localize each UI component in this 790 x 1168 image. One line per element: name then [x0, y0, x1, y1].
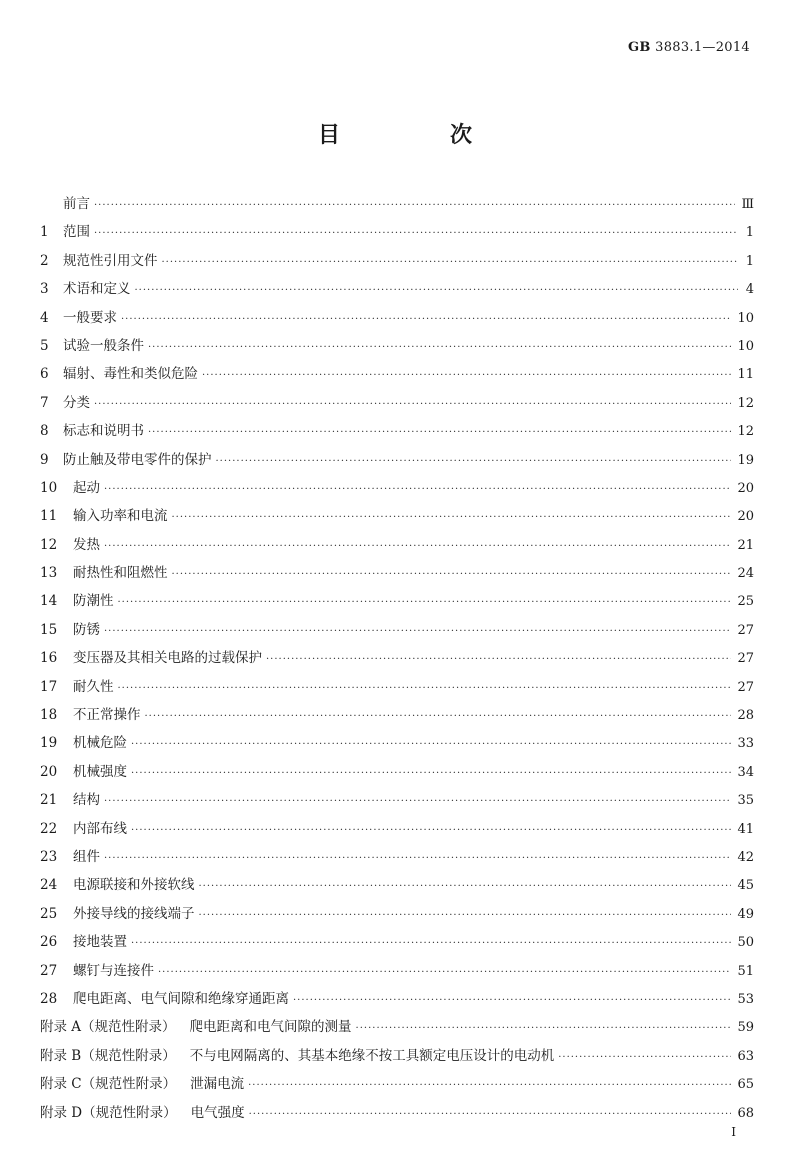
- toc-entry-page: 10: [737, 338, 754, 354]
- toc-entry-label: 机械危险: [73, 735, 127, 752]
- toc-entry-page: 41: [737, 821, 754, 837]
- toc-entry[interactable]: [40, 1099, 754, 1127]
- toc-entry[interactable]: [40, 673, 754, 701]
- toc-entry-page: 45: [737, 878, 754, 894]
- toc-entry-number: 16: [40, 650, 58, 667]
- toc-leader-dots: [104, 618, 731, 646]
- standard-code: [628, 40, 750, 55]
- toc-leader-dots: [104, 476, 731, 504]
- toc-leader-dots: [94, 192, 735, 220]
- toc-entry-page: 68: [737, 1105, 754, 1121]
- toc-leader-dots: [118, 675, 732, 703]
- toc-entry-label: 螺钉与连接件: [73, 962, 154, 979]
- toc-entry-label: 辐射、毒性和类似危险: [63, 366, 198, 383]
- toc-entry-page: 42: [737, 849, 754, 865]
- toc-leader-dots: [131, 817, 731, 845]
- toc-entry-number: 22: [40, 820, 58, 837]
- toc-entry[interactable]: [40, 644, 754, 672]
- toc-entry-page: 20: [737, 480, 754, 496]
- toc-entry-label: 变压器及其相关电路的过载保护: [73, 650, 262, 667]
- toc-entry[interactable]: [40, 559, 754, 587]
- toc-entry[interactable]: [40, 843, 754, 871]
- toc-entry-page: 65: [737, 1077, 754, 1093]
- toc-entry-number: 18: [40, 707, 58, 724]
- toc-entry-page: 50: [737, 935, 754, 951]
- toc-leader-dots: [248, 1072, 731, 1100]
- page-number: I: [731, 1125, 736, 1139]
- toc-entry-number: 13: [40, 565, 58, 582]
- toc-leader-dots: [266, 646, 731, 674]
- toc-entry[interactable]: [40, 871, 754, 899]
- toc-entry[interactable]: [40, 190, 754, 218]
- toc-entry-number: 24: [40, 877, 58, 894]
- toc-entry-number: 12: [40, 536, 58, 553]
- toc-entry-label: 爬电距离、电气间隙和绝缘穿通距离: [73, 990, 289, 1007]
- toc-entry-label: 机械强度: [73, 763, 127, 780]
- toc-entry-number: 26: [40, 934, 58, 951]
- toc-entry-number: 28: [40, 990, 58, 1007]
- toc-entry[interactable]: [40, 900, 754, 928]
- toc-entry-page: 28: [737, 708, 754, 724]
- toc-entry-number: 7: [40, 394, 49, 411]
- toc-entry-page: 21: [737, 537, 754, 553]
- toc-entry-number: 2: [40, 252, 49, 269]
- toc-entry-page: 53: [737, 991, 754, 1007]
- toc-leader-dots: [216, 448, 732, 476]
- toc-entry[interactable]: [40, 389, 754, 417]
- toc-entry-number: 5: [40, 337, 49, 354]
- standard-number: 3883.1—2014: [655, 40, 750, 55]
- toc-entry-number: 附录 B（规范性附录）: [40, 1047, 176, 1064]
- toc-entry-label: 耐热性和阻燃性: [73, 565, 168, 582]
- toc-leader-dots: [94, 220, 738, 248]
- toc-entry-label: 组件: [73, 848, 100, 865]
- toc-entry-page: Ⅲ: [741, 197, 754, 212]
- toc-entry[interactable]: [40, 474, 754, 502]
- toc-entry-label: 不正常操作: [73, 707, 141, 724]
- toc-entry-label: 电气强度: [190, 1104, 245, 1121]
- toc-entry-label: 前言: [63, 196, 90, 212]
- toc-entry-number: 19: [40, 735, 58, 752]
- toc-entry-number: 17: [40, 678, 58, 695]
- toc-entry-label: 规范性引用文件: [63, 252, 158, 269]
- standard-prefix: GB: [627, 40, 651, 55]
- toc-leader-dots: [104, 788, 731, 816]
- toc-entry-label: 耐久性: [73, 678, 114, 695]
- toc-entry-number: 11: [40, 508, 58, 525]
- toc-entry-number: 附录 C（规范性附录）: [40, 1076, 177, 1093]
- toc-entry-number: 25: [40, 905, 58, 922]
- toc-entry-number: 附录 D（规范性附录）: [40, 1104, 177, 1121]
- toc-entry-page: 35: [737, 793, 754, 809]
- toc-entry-label: 发热: [73, 536, 100, 553]
- toc-leader-dots: [162, 249, 739, 277]
- toc-entry-number: 15: [40, 621, 58, 638]
- toc-entry[interactable]: [40, 701, 754, 729]
- toc-entry-label: 外接导线的接线端子: [73, 905, 195, 922]
- toc-entry[interactable]: [40, 587, 754, 615]
- toc-entry[interactable]: [40, 218, 754, 246]
- toc-leader-dots: [558, 1044, 731, 1072]
- toc-entry-label: 防潮性: [73, 593, 114, 610]
- toc-entry[interactable]: [40, 502, 754, 530]
- toc-entry-label: 试验一般条件: [63, 337, 144, 354]
- toc-leader-dots: [104, 533, 731, 561]
- toc-entry-label: 分类: [63, 394, 90, 411]
- toc-leader-dots: [131, 731, 731, 759]
- toc-leader-dots: [118, 589, 732, 617]
- toc-entry-label: 范围: [63, 224, 90, 241]
- toc-leader-dots: [135, 277, 739, 305]
- toc-entry-number: 20: [40, 763, 58, 780]
- toc-entry[interactable]: [40, 531, 754, 559]
- toc-leader-dots: [148, 419, 731, 447]
- toc-leader-dots: [356, 1015, 732, 1043]
- toc-entry-number: 3: [40, 281, 49, 298]
- toc-entry[interactable]: [40, 1042, 754, 1070]
- toc-entry-label: 防锈: [73, 621, 100, 638]
- toc-leader-dots: [172, 504, 732, 532]
- toc-entry-number: 8: [40, 423, 49, 440]
- toc-leader-dots: [131, 930, 731, 958]
- toc-entry-page: 51: [737, 963, 754, 979]
- toc-entry-label: 内部布线: [73, 820, 127, 837]
- toc-leader-dots: [202, 362, 731, 390]
- toc-entry-number: 23: [40, 848, 58, 865]
- toc-entry-page: 19: [737, 452, 754, 468]
- toc-entry[interactable]: [40, 758, 754, 786]
- toc-leader-dots: [249, 1101, 732, 1129]
- page-title: 目 次: [317, 122, 516, 148]
- toc-leader-dots: [199, 902, 732, 930]
- toc-entry-number: 10: [40, 479, 58, 496]
- toc-entry-number: 27: [40, 962, 58, 979]
- toc-entry-label: 结构: [73, 792, 100, 809]
- toc-entry-page: 24: [737, 566, 754, 582]
- toc-entry-number: 4: [40, 309, 49, 326]
- toc-leader-dots: [145, 703, 732, 731]
- toc-leader-dots: [94, 391, 731, 419]
- toc-entry-page: 1: [745, 225, 754, 241]
- toc-entry-page: 10: [737, 310, 754, 326]
- toc-entry-page: 27: [737, 679, 754, 695]
- toc-entry-label: 标志和说明书: [63, 423, 144, 440]
- toc-entry[interactable]: [40, 985, 754, 1013]
- toc-entry[interactable]: [40, 786, 754, 814]
- toc-entry[interactable]: [40, 360, 754, 388]
- toc-leader-dots: [104, 845, 731, 873]
- toc-entry-label: 防止触及带电零件的保护: [63, 451, 212, 468]
- toc-entry[interactable]: [40, 957, 754, 985]
- toc-leader-dots: [148, 334, 731, 362]
- toc-leader-dots: [172, 561, 732, 589]
- toc-leader-dots: [199, 873, 732, 901]
- toc-entry-page: 1: [745, 253, 754, 269]
- toc-entry-number: 21: [40, 792, 58, 809]
- toc-entry-page: 33: [737, 736, 754, 752]
- toc-entry-page: 12: [737, 395, 754, 411]
- toc-leader-dots: [131, 760, 731, 788]
- toc-entry-number: 附录 A（规范性附录）: [40, 1019, 176, 1036]
- toc-leader-dots: [293, 987, 731, 1015]
- toc-entry[interactable]: [40, 815, 754, 843]
- toc-entry[interactable]: [40, 275, 754, 303]
- toc-entry-label: 爬电距离和电气间隙的测量: [189, 1019, 352, 1036]
- toc-leader-dots: [121, 306, 731, 334]
- toc-entry-label: 不与电网隔离的、其基本绝缘不按工具额定电压设计的电动机: [189, 1047, 555, 1064]
- toc-entry-label: 一般要求: [63, 309, 117, 326]
- toc-entry-page: 59: [737, 1020, 754, 1036]
- toc-entry-page: 49: [737, 906, 754, 922]
- toc-entry-label: 接地装置: [73, 934, 127, 951]
- toc-entry-number: 14: [40, 593, 58, 610]
- toc-entry-page: 25: [737, 594, 754, 610]
- toc-entry[interactable]: [40, 417, 754, 445]
- toc-entry[interactable]: [40, 1013, 754, 1041]
- toc-entry[interactable]: [40, 1070, 754, 1098]
- toc-entry[interactable]: [40, 332, 754, 360]
- toc-entry-label: 电源联接和外接软线: [73, 877, 195, 894]
- toc-entry-page: 27: [737, 622, 754, 638]
- toc-entry[interactable]: [40, 928, 754, 956]
- toc-entry-page: 20: [737, 509, 754, 525]
- toc-entry-page: 34: [737, 764, 754, 780]
- toc-entry[interactable]: [40, 616, 754, 644]
- toc-entry-number: 6: [40, 366, 49, 383]
- toc-entry-label: 泄漏电流: [190, 1076, 245, 1093]
- toc-entry[interactable]: [40, 247, 754, 275]
- toc-entry-label: 输入功率和电流: [73, 508, 168, 525]
- toc-leader-dots: [158, 959, 731, 987]
- toc-entry-page: 12: [737, 424, 754, 440]
- toc-entry-page: 11: [737, 367, 754, 383]
- toc-entry-page: 63: [737, 1048, 754, 1064]
- toc-entry-number: 9: [40, 451, 49, 468]
- toc-entry[interactable]: [40, 446, 754, 474]
- toc-entry-label: 术语和定义: [63, 281, 131, 298]
- toc-entry-page: 4: [745, 282, 754, 298]
- toc-entry-number: 1: [40, 224, 49, 241]
- toc-entry-page: 27: [737, 651, 754, 667]
- toc-entry-label: 起动: [73, 479, 100, 496]
- table-of-contents: [40, 190, 754, 1127]
- toc-entry[interactable]: [40, 304, 754, 332]
- toc-entry[interactable]: [40, 729, 754, 757]
